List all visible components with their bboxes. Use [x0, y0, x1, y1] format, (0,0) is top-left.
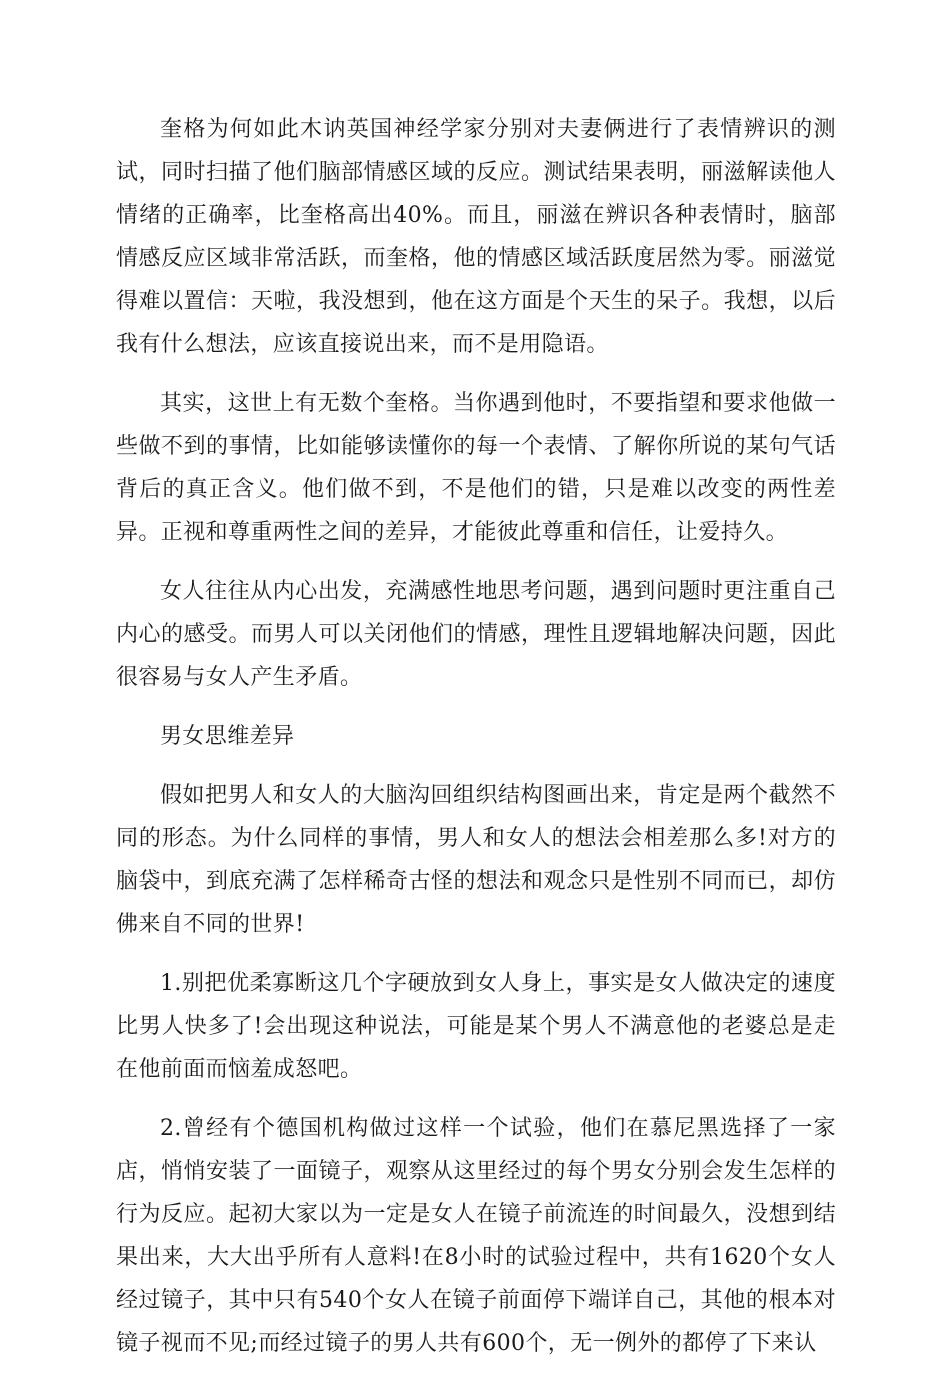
paragraph-brain-structure: 假如把男人和女人的大脑沟回组织结构图画出来，肯定是两个截然不同的形态。为什么同样的事情，男人和女人的想法会相差那么多!对方的脑袋中，到底充满了怎样稀奇古怪的想法和观念只是性别不同而已，却仿佛来自不同的世界!	[116, 783, 836, 937]
article-body	[116, 108, 836, 1381]
section-heading: 男女思维差异	[160, 724, 295, 749]
paragraph-point-1: 1.别把优柔寡断这几个字硬放到女人身上，事实是女人做决定的速度比男人快多了!会出现这种说法，可能是某个男人不满意他的老婆总是走在他前面而恼羞成怒吧。	[116, 971, 836, 1082]
paragraph-countless-quigs: 其实，这世上有无数个奎格。当你遇到他时，不要指望和要求他做一些做不到的事情，比如能够读懂你的每一个表情、了解你所说的某句气话背后的真正含义。他们做不到，不是他们的错，只是难以改变的两性差异。正视和尊重两性之间的差异，才能彼此尊重和信任，让爱持久。	[116, 391, 836, 545]
paragraph-women-emotion: 女人往往从内心出发，充满感性地思考问题，遇到问题时更注重自己内心的感受。而男人可以关闭他们的情感，理性且逻辑地解决问题，因此很容易与女人产生矛盾。	[116, 579, 836, 690]
paragraph-point-2: 2.曾经有个德国机构做过这样一个试验，他们在慕尼黑选择了一家店，悄悄安装了一面镜子，观察从这里经过的每个男女分别会发生怎样的行为反应。起初大家以为一定是女人在镜子前流连的时间最久，没想到结果出来，大大出乎所有人意料!在8小时的试验过程中，共有1620个女人经过镜子，其中只有540个女人在镜子前面停下端详自己，其他的根本对镜子视而不见;而经过镜子的男人共有600个，无一例外的都停了下来认	[116, 1116, 836, 1356]
paragraph-quig-test: 奎格为何如此木讷英国神经学家分别对夫妻俩进行了表情辨识的测试，同时扫描了他们脑部情感区域的反应。测试结果表明，丽滋解读他人情绪的正确率，比奎格高出40%。而且，丽滋在辨识各种表情时，脑部情感反应区域非常活跃，而奎格，他的情感区域活跃度居然为零。丽滋觉得难以置信：天啦，我没想到，他在这方面是个天生的呆子。我想，以后我有什么想法，应该直接说出来，而不是用隐语。	[116, 117, 836, 357]
